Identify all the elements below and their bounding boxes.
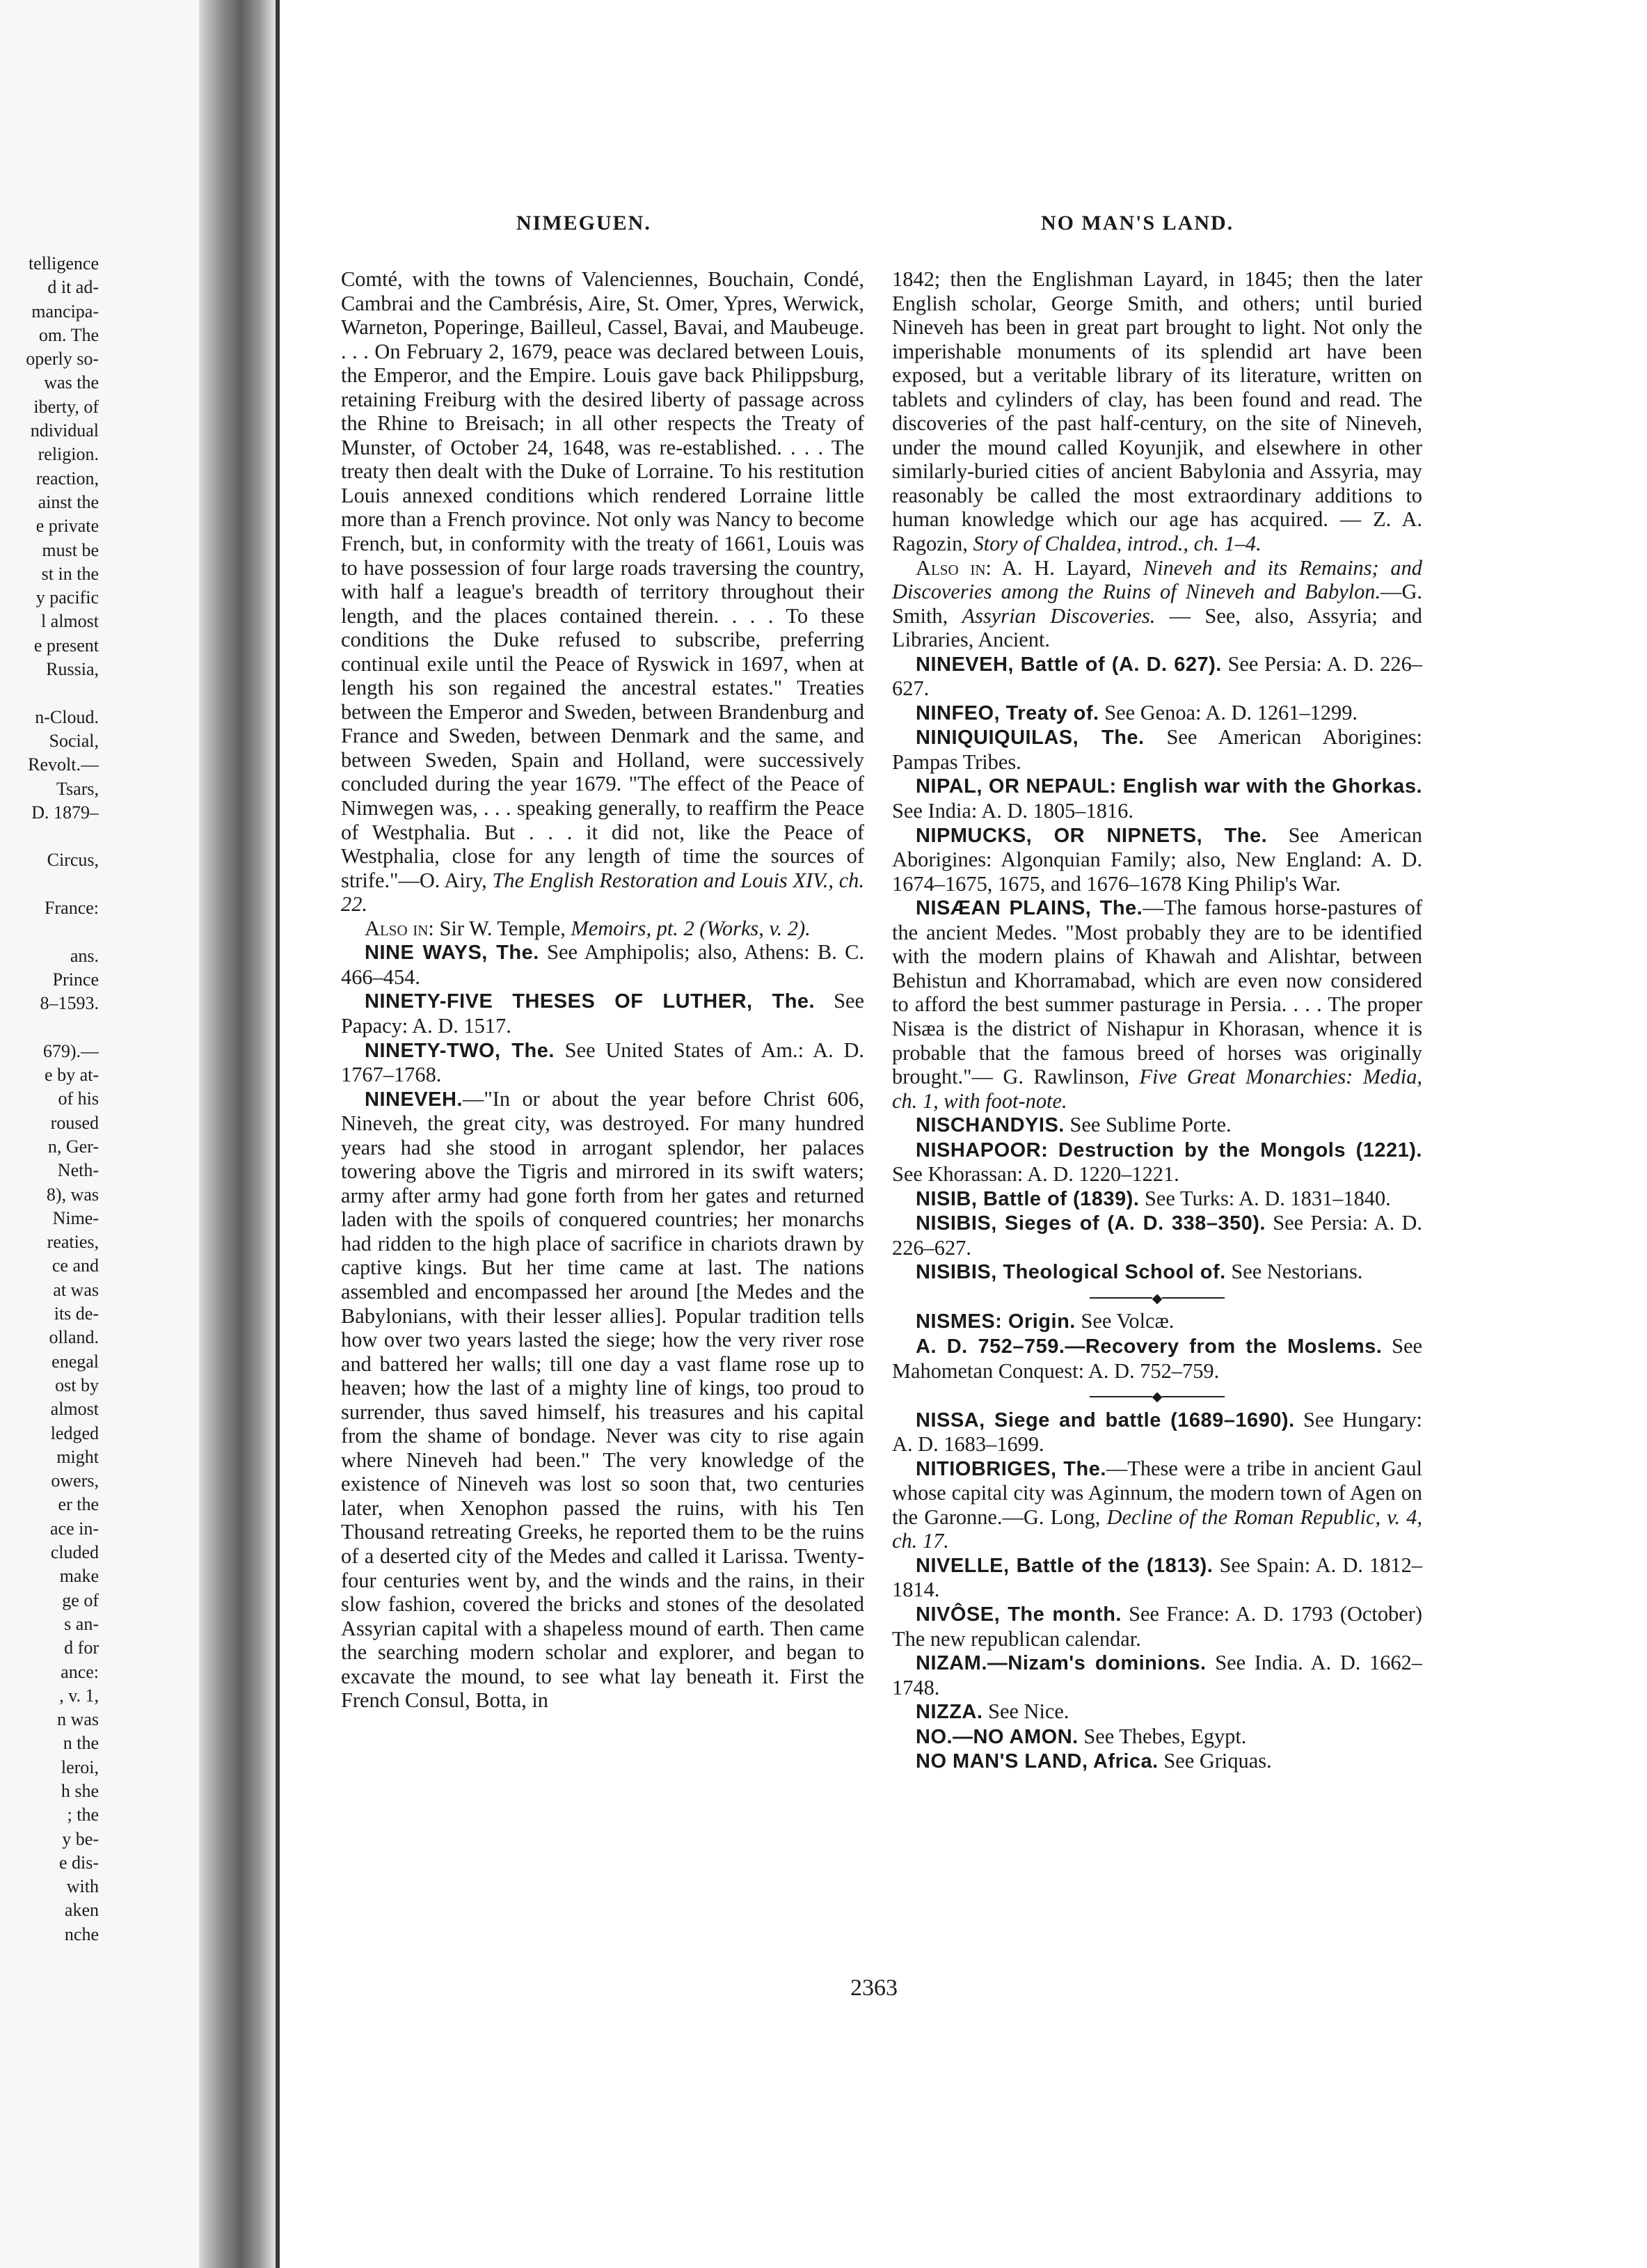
entry-nivose: NIVÔSE, The month. See France: A. D. 1793 (October) The new republican calendar.	[892, 1601, 1422, 1651]
previous-page-line: e private	[35, 516, 99, 537]
previous-page-line: of his	[58, 1088, 99, 1109]
previous-page-text-fragments	[4, 252, 99, 1946]
previous-page-line	[4, 920, 99, 944]
entry-nisibis-school: NISIBIS, Theological School of. See Nestorians.	[916, 1260, 1363, 1284]
previous-page-line: 8–1593.	[40, 993, 99, 1014]
previous-page-line: n-Cloud.	[35, 706, 99, 727]
previous-page-line: h she	[61, 1781, 99, 1801]
previous-page-line	[4, 873, 99, 896]
entry-nisibis-sieges: NISIBIS, Sieges of (A. D. 338–350). See Persia: A. D. 226–627.	[892, 1211, 1422, 1260]
headword: NISSA, Siege and battle (1689–1690).	[916, 1409, 1295, 1432]
entry-ninety-two: NINETY-TWO, The. See United States of Am.: A. D. 1767–1768.	[341, 1038, 864, 1087]
headword: A. D. 752–759.—Recovery from the Moslems.	[916, 1335, 1383, 1358]
previous-page-line: y be-	[62, 1828, 99, 1849]
headword: NINEVEH, Battle of (A. D. 627).	[916, 653, 1222, 676]
previous-page-line: reaties,	[47, 1232, 99, 1253]
previous-page-line: might	[56, 1446, 99, 1467]
headword: NITIOBRIGES, The.	[916, 1457, 1106, 1480]
previous-page-line: operly so-	[26, 349, 99, 370]
previous-page-line: owers,	[51, 1470, 99, 1491]
previous-page-line: 8), was	[46, 1184, 99, 1205]
previous-page-line: n the	[63, 1733, 99, 1754]
entry-ninety-five-theses: NINETY-FIVE THESES OF LUTHER, The. See Papacy: A. D. 1517.	[341, 989, 864, 1038]
previous-page-line: D. 1879–	[31, 802, 99, 823]
running-head-right: NO MAN'S LAND.	[1041, 212, 1234, 235]
headword: NO MAN'S LAND, Africa.	[916, 1750, 1159, 1773]
also-in-entry: Also in: A. H. Layard, Nineveh and its Remains; and Discoveries among the Ruins of Nineveh and Babylon.—G. Smith, Assyrian Discoveries. — See, also, Assyria; and Libraries, Ancient.	[892, 555, 1422, 652]
entry-nitiobriges: NITIOBRIGES, The.—These were a tribe in ancient Gaul whose capital city was Aginnum, the modern town of Agen on the Garonne.—G. Long, Decline of the Roman Republic, v. 4, ch. 17.	[892, 1456, 1422, 1553]
previous-page-line: s an-	[64, 1613, 99, 1634]
citation: The English Restoration and Louis XIV., ch. 22.	[341, 868, 864, 917]
entry-nisaean-plains: NISÆAN PLAINS, The.—The famous horse-pastures of the ancient Medes. "Most probably they are to be identified with the modern plains of Khawah and Alishtar, between Behistun and Khorramabad, which are even now considered to afford the best summer pasturage in Persia. . . . The proper Nisæa is the district of Nishapur in Khorasan, whence it is probable that the famous breed of horses was originally brought."— G. Rawlinson, Five Great Monarchies: Media, ch. 1, with foot-note.	[892, 896, 1422, 1113]
previous-page-line: 679).—	[42, 1040, 99, 1061]
previous-page-line: y pacific	[35, 587, 99, 608]
citation: Decline of the Roman Republic, v. 4, ch. 17.	[892, 1505, 1422, 1553]
entry-nipmucks: NIPMUCKS, OR NIPNETS, The. See American Aborigines: Algonquian Family; also, New England: A. D. 1674–1675, 1675, and 1676–1678 King Philip's War.	[892, 823, 1422, 896]
previous-page-line: Nime-	[52, 1207, 99, 1228]
entry-nine-ways: NINE WAYS, The. See Amphipolis; also, Athens: B. C. 466–454.	[341, 940, 865, 989]
previous-page-edge	[0, 0, 209, 2268]
headword: NISIB, Battle of (1839).	[916, 1187, 1140, 1210]
citation: Five Great Monarchies: Media, ch. 1, with foot-note.	[892, 1065, 1422, 1113]
entry-nizza: NIZZA. See Nice.	[916, 1699, 1069, 1724]
right-column	[892, 267, 1422, 1774]
previous-page-line: Revolt.—	[28, 754, 99, 775]
headword: NISIBIS, Theological School of.	[916, 1261, 1226, 1284]
previous-page-line: er the	[58, 1494, 99, 1515]
previous-page-line: at was	[53, 1279, 99, 1300]
previous-page-line: Prince	[52, 969, 99, 990]
previous-page-line: ledged	[50, 1422, 99, 1443]
entry-nineveh-battle: NINEVEH, Battle of (A. D. 627). See Persia: A. D. 226–627.	[892, 651, 1422, 701]
previous-page-line: ance:	[61, 1661, 99, 1682]
entry-nipal: NIPAL, OR NEPAUL: English war with the Ghorkas. See India: A. D. 1805–1816.	[892, 775, 1422, 823]
page-number: 2363	[850, 1975, 898, 2001]
citation: Story of Chaldea, introd., ch. 1–4.	[973, 532, 1262, 556]
headword: NIVÔSE, The month.	[916, 1603, 1122, 1626]
headword: NINETY-FIVE THESES OF LUTHER, The.	[365, 990, 815, 1013]
previous-page-line: d for	[64, 1637, 99, 1658]
headword: NINIQUIQUILAS, The.	[916, 727, 1145, 750]
previous-page-line: l almost	[40, 611, 99, 632]
headword: NIZAM.—Nizam's dominions.	[916, 1652, 1207, 1675]
previous-page-line	[4, 681, 99, 705]
previous-page-line: d it ad-	[47, 277, 99, 298]
previous-page-line: e dis-	[58, 1852, 99, 1873]
headword: NIPMUCKS, OR NIPNETS, The.	[916, 824, 1268, 847]
section-divider: ◆	[892, 1289, 1422, 1306]
previous-page-line: mancipa-	[31, 301, 99, 322]
previous-page-line: make	[59, 1566, 99, 1587]
headword: NIPAL, OR NEPAUL: English war with the Ghorkas.	[916, 775, 1422, 798]
headword: NISHAPOOR: Destruction by the Mongols (1221).	[916, 1139, 1422, 1161]
headword: NISCHANDYIS.	[916, 1114, 1065, 1137]
previous-page-line: Tsars,	[56, 778, 99, 799]
entry-no-amon: NO.—NO AMON. See Thebes, Egypt.	[916, 1724, 1247, 1748]
previous-page-line: iberty, of	[33, 396, 99, 417]
entry-nivelle: NIVELLE, Battle of the (1813). See Spain: A. D. 1812–1814.	[892, 1553, 1422, 1602]
previous-page-line: cluded	[50, 1542, 99, 1563]
previous-page-line: nche	[64, 1924, 99, 1944]
entry-ninfeo: NINFEO, Treaty of. See Genoa: A. D. 1261–1299.	[916, 700, 1358, 724]
previous-page-line: e present	[33, 635, 99, 656]
headword: NISMES: Origin.	[916, 1310, 1076, 1333]
previous-page-line: om. The	[38, 324, 99, 345]
left-column	[341, 267, 864, 1713]
previous-page-line: ainst the	[38, 491, 99, 512]
previous-page-line	[4, 825, 99, 848]
previous-page-line: Circus,	[47, 850, 99, 871]
headword: NIVELLE, Battle of the (1813).	[916, 1554, 1214, 1577]
previous-page-line: leroi,	[61, 1756, 99, 1777]
entry-nishapoor: NISHAPOOR: Destruction by the Mongols (1221). See Khorassan: A. D. 1220–1221.	[892, 1139, 1422, 1187]
previous-page-line: ace in-	[49, 1518, 99, 1539]
previous-page-line: Neth-	[57, 1160, 99, 1181]
previous-page-line: Social,	[49, 730, 99, 751]
headword: NINETY-TWO, The.	[365, 1039, 555, 1062]
entry-nissa: NISSA, Siege and battle (1689–1690). See Hungary: A. D. 1683–1699.	[892, 1407, 1422, 1457]
previous-page-line: olland.	[49, 1327, 99, 1348]
previous-page-line: ce and	[51, 1255, 99, 1276]
previous-page-line: with	[66, 1876, 99, 1897]
previous-page-line: st in the	[41, 563, 99, 584]
previous-page-line: , v. 1,	[59, 1685, 99, 1706]
entry-nischandyis: NISCHANDYIS. See Sublime Porte.	[916, 1113, 1232, 1137]
previous-page-line: religion.	[38, 444, 99, 465]
headword: NO.—NO AMON.	[916, 1725, 1079, 1748]
previous-page-line: ans.	[70, 945, 99, 966]
headword: NIZZA.	[916, 1701, 983, 1724]
previous-page-line	[4, 1016, 99, 1040]
nimeguen-continuation: Comté, with the towns of Valenciennes, Bouchain, Condé, Cambrai and the Cambrésis, Aire, St. Omer, Ypres, Werwick, Warneton, Poperinge, Bailleul, Cassel, Bavai, and Maubeuge. . . . On February 2, 1679, peace was declared between Louis, the Emperor, and the Empire. Louis gave back Philippsburg, retaining Freiburg with the desired liberty of passage across the Rhine to Breisach; in all other respects the Treaty of Munster, of October 24, 1648, was re-established. . . . The treaty then dealt with the Duke of Lorraine. To his restitution Louis annexed conditions which rendered Lorraine little more than a French province. Not only was Nancy to become French, but, in conformity with the treaty of 1661, Louis was to have possession of four large roads traversing the country, with half a league's breadth of territory throughout their length, and the places contained therein. . . . To these conditions the Duke refused to subscribe, preferring continual exile until the Peace of Ryswick in 1697, when at length his son regained the ancestral estates." Treaties between the Emperor and Sweden, between Brandenburg and France and Sweden, between Denmark and the same, and between Sweden, Spain and Holland, were successively concluded during the year 1679. "The effect of the Peace of Nimwegen was, . . . speaking generally, to reaffirm the Peace of Westphalia. But . . . it did not, like the Peace of Westphalia, close for any length of time the sources of strife."—O. Airy, The English Restoration and Louis XIV., ch. 22.	[341, 267, 864, 917]
previous-page-line: enegal	[51, 1351, 99, 1372]
headword: NINE WAYS, The.	[365, 942, 539, 965]
previous-page-line: was the	[44, 372, 99, 393]
previous-page-line: must be	[42, 539, 99, 560]
previous-page-line: ndividual	[30, 420, 99, 441]
previous-page-line: Russia,	[46, 659, 99, 680]
previous-page-line: aken	[64, 1900, 99, 1921]
nineveh-continuation: 1842; then the Englishman Layard, in 1845; then the later English scholar, George Smith, and others; until buried Nineveh has been in great part brought to light. Not only the imperishable monuments of its splendid art have been exposed, but a veritable library of its literature, written on tablets and cylinders of clay, has been found and read. The discoveries of the past half-century, on the site of Nineveh, under the mound called Koyunjik, and elsewhere in other similarly-buried cities of ancient Babylonia and Assyria, may reasonably be called the most extraordinary additions to human knowledge which our age has acquired. — Z. A. Ragozin, Story of Chaldea, introd., ch. 1–4.	[892, 267, 1422, 556]
previous-page-line: its de-	[54, 1303, 99, 1324]
entry-no-mans-land: NO MAN'S LAND, Africa. See Griquas.	[916, 1749, 1272, 1773]
page-edge-line	[276, 0, 280, 2268]
previous-page-line: telligence	[28, 253, 99, 273]
headword: NISÆAN PLAINS, The.	[916, 897, 1143, 920]
running-head-left: NIMEGUEN.	[516, 212, 651, 235]
previous-page-line: ost by	[55, 1374, 99, 1395]
also-in-entry: Also in: Sir W. Temple, Memoirs, pt. 2 (Works, v. 2).	[365, 916, 811, 940]
headword: NISIBIS, Sieges of (A. D. 338–350).	[916, 1212, 1266, 1235]
entry-nismes: NISMES: Origin. See Volcæ.	[916, 1309, 1175, 1333]
previous-page-line: almost	[50, 1399, 99, 1420]
entry-nismes-recovery: A. D. 752–759.—Recovery from the Moslems. See Mahometan Conquest: A. D. 752–759.	[892, 1334, 1422, 1383]
previous-page-line: n, Ger-	[47, 1136, 99, 1157]
previous-page-line: reaction,	[35, 468, 99, 489]
entry-nineveh: NINEVEH.—"In or about the year before Christ 606, Nineveh, the great city, was destroyed. For many hundred years had she stood in arrogant splendor, her palaces towering above the Tigris and mirrored in its swift waters; army after army had gone forth from her gates and returned laden with the spoils of conquered countries; her monarchs had ridden to the high place of sacrifice in chariots drawn by captive kings. But her time came at last. The nations assembled and encompassed her around [the Medes and the Babylonians, with their lesser allies]. Popular tradition tells how over two years lasted the siege; how the very river rose and battered her walls; till one day a vast flame rose up to heaven; how the last of a mighty line of kings, too proud to surrender, thus saved himself, his treasures and his capital from the shame of bondage. Never was city to rise again where Nineveh had been." The very knowledge of the existence of Nineveh was lost so soon that, two centuries later, when Xenophon passed the ruins, with his Ten Thousand retreating Greeks, he reported them to be the ruins of a deserted city of the Medes and called it Larissa. Twenty-four centuries went by, and the winds and the rains, in their slow fashion, covered the bricks and stones of the desolated Assyrian capital with a shapeless mound of earth. Then came the searching modern scholar and explorer, and began to excavate the mound, to see what lay beneath it. First the French Consul, Botta, in	[341, 1086, 864, 1713]
entry-nizam: NIZAM.—Nizam's dominions. See India. A. D. 1662–1748.	[892, 1651, 1422, 1699]
previous-page-line: ge of	[62, 1589, 99, 1610]
previous-page-line: France:	[45, 898, 99, 919]
previous-page-line: roused	[50, 1112, 99, 1133]
section-divider: ◆	[892, 1387, 1422, 1404]
previous-page-line: e by at-	[45, 1065, 99, 1086]
headword: NINFEO, Treaty of.	[916, 701, 1099, 724]
headword: NINEVEH.	[365, 1088, 463, 1111]
entry-nisib: NISIB, Battle of (1839). See Turks: A. D. 1831–1840.	[916, 1186, 1391, 1210]
entry-niniquiquilas: NINIQUIQUILAS, The. See American Aborigines: Pampas Tribes.	[892, 725, 1423, 774]
book-gutter-shadow	[199, 0, 276, 2268]
previous-page-line: n was	[57, 1709, 99, 1730]
previous-page-line: ; the	[67, 1805, 99, 1825]
